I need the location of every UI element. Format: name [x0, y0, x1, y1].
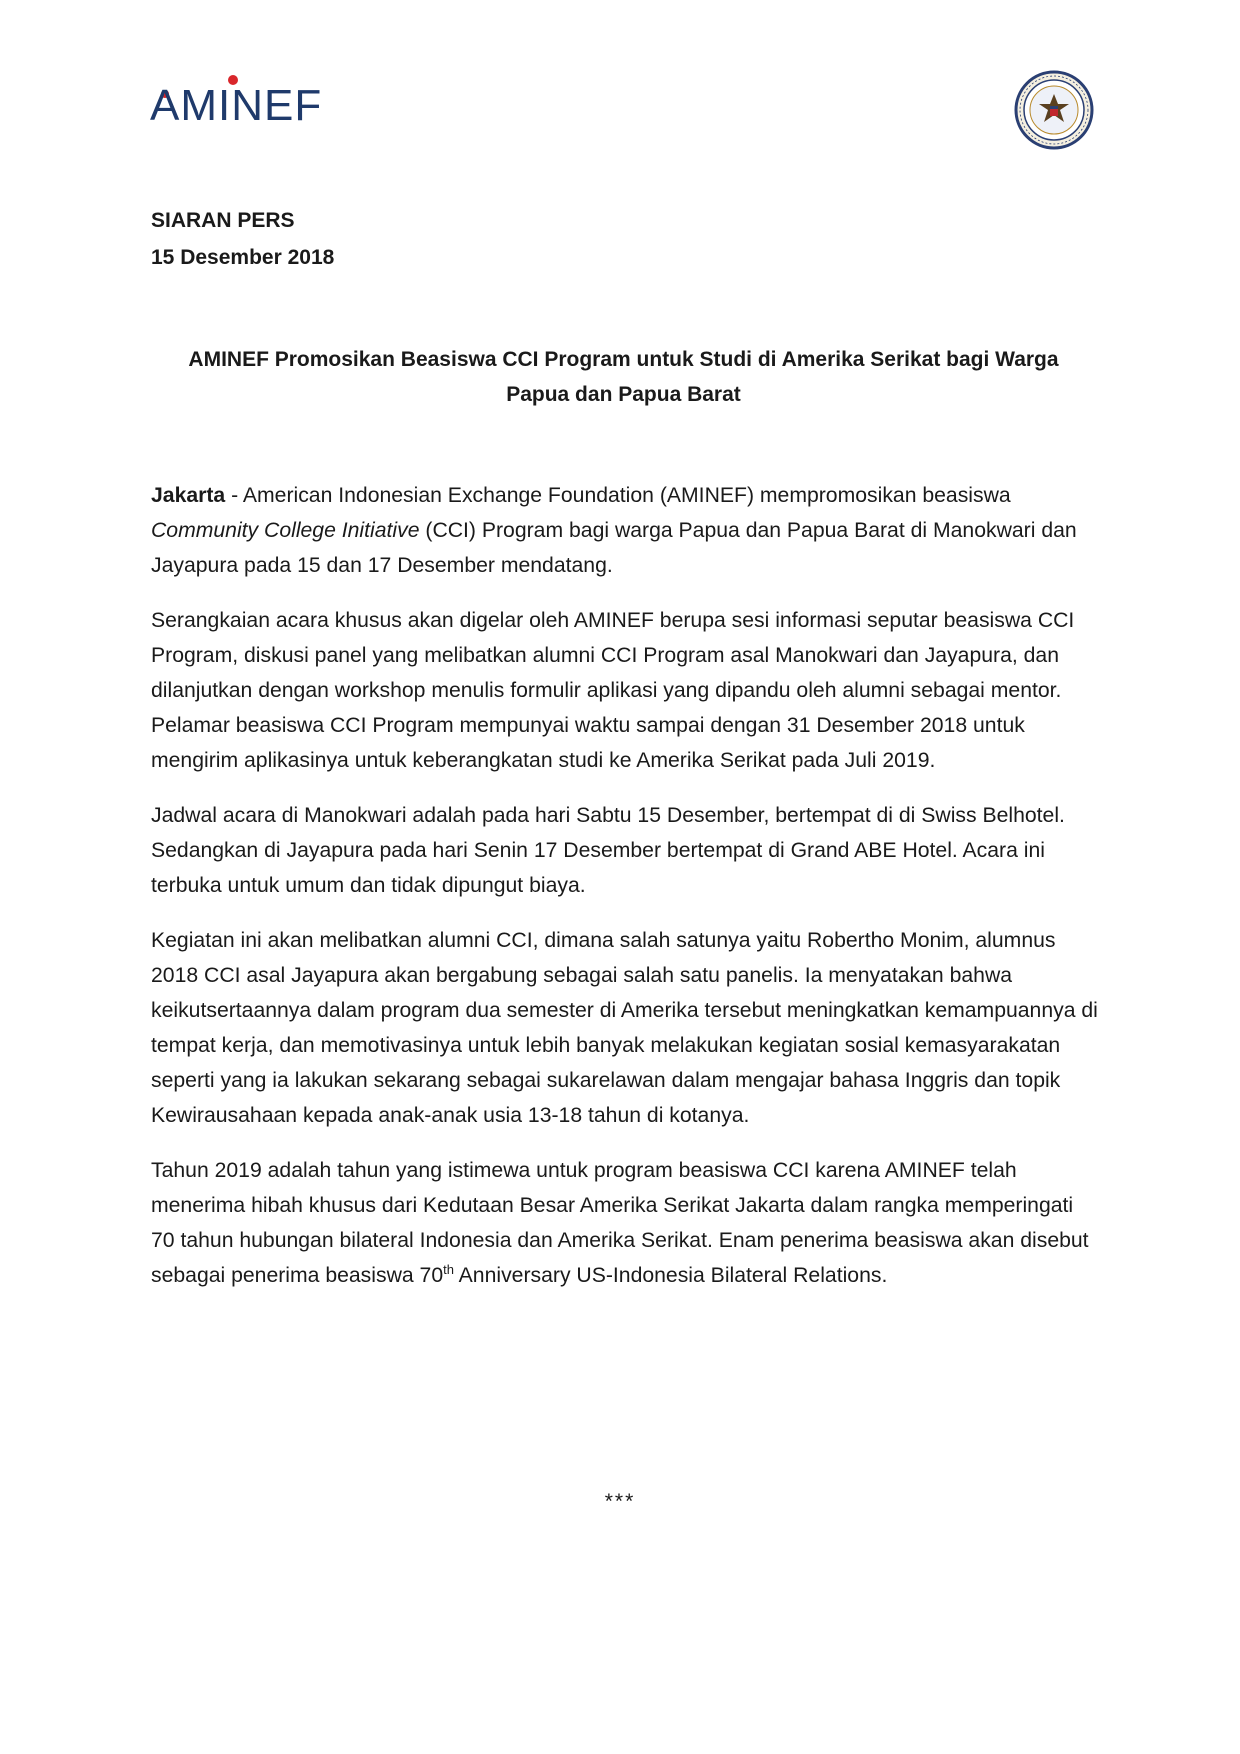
paragraph-1 [151, 478, 1101, 583]
logo-text: AMINEF [150, 81, 323, 124]
paragraph-5-text-b: Anniversary US-Indonesia Bilateral Relations. [453, 1264, 888, 1287]
paragraph-3: Jadwal acara di Manokwari adalah pada hari Sabtu 15 Desember, bertempat di di Swiss Belhotel. Sedangkan di Jayapura pada hari Senin 17 Desember bertempat di Grand ABE Hotel. Acara ini terbuka untuk umum dan tidak dipungut biaya. [151, 804, 1065, 897]
aminef-logo [150, 74, 365, 124]
press-release-date: 15 Desember 2018 [151, 246, 335, 269]
paragraph-5 [151, 1153, 1101, 1293]
document-body [151, 478, 1101, 1313]
paragraph-5-text-a: Tahun 2019 adalah tahun yang istimewa untuk program beasiswa CCI karena AMINEF telah menerima hibah khusus dari Kedutaan Besar Amerika Serikat Jakarta dalam rangka memperingati 70 tahun hubungan bilateral Indonesia dan Amerika Serikat. Enam penerima beasiswa akan disebut sebagai penerima beasiswa 70 [151, 1159, 1089, 1287]
aminef-logo-icon [150, 74, 365, 124]
paragraph-1-text-a: - American Indonesian Exchange Foundation (AMINEF) mempromosikan beasiswa [225, 484, 1011, 507]
us-department-of-state-seal-icon [1014, 70, 1094, 150]
paragraph-1-text-b: (CCI) Program bagi warga Papua dan Papua Barat di Manokwari dan Jayapura pada 15 dan 17 Desember mendatang. [151, 519, 1077, 577]
dateline: Jakarta [151, 484, 226, 507]
state-department-seal [1014, 70, 1094, 150]
press-release-header [151, 202, 334, 276]
press-release-label: SIARAN PERS [151, 209, 295, 232]
document-title [151, 342, 1096, 412]
title-line-2: Papua dan Papua Barat [506, 383, 741, 406]
paragraph-2: Serangkaian acara khusus akan digelar oleh AMINEF berupa sesi informasi seputar beasiswa CCI Program, diskusi panel yang melibatkan alumni CCI Program asal Manokwari dan Jayapura, dan dilanjutkan dengan workshop menulis formulir aplikasi yang dipandu oleh alumni sebagai mentor. Pelamar beasiswa CCI Program mempunyai waktu sampai dengan 31 Desember 2018 untuk mengirim aplikasinya untuk keberangkatan studi ke Amerika Serikat pada Juli 2019. [151, 609, 1075, 772]
paragraph-4: Kegiatan ini akan melibatkan alumni CCI, dimana salah satunya yaitu Robertho Monim, alumnus 2018 CCI asal Jayapura akan bergabung sebagai salah satu panelis. Ia menyatakan bahwa keikutsertaannya dalam program dua semester di Amerika tersebut meningkatkan kemampuannya di tempat kerja, dan memotivasinya untuk lebih banyak melakukan kegiatan sosial kemasyarakatan seperti yang ia lakukan sekarang sebagai sukarelawan dalam mengajar bahasa Inggris dan topik Kewirausahaan kepada anak-anak usia 13-18 tahun di kotanya. [151, 929, 1098, 1127]
title-line-1: AMINEF Promosikan Beasiswa CCI Program untuk Studi di Amerika Serikat bagi Warga [188, 348, 1059, 371]
end-separator: *** [604, 1490, 636, 1513]
program-name: Community College Initiative [151, 519, 420, 542]
ordinal-suffix: th [443, 1261, 454, 1277]
